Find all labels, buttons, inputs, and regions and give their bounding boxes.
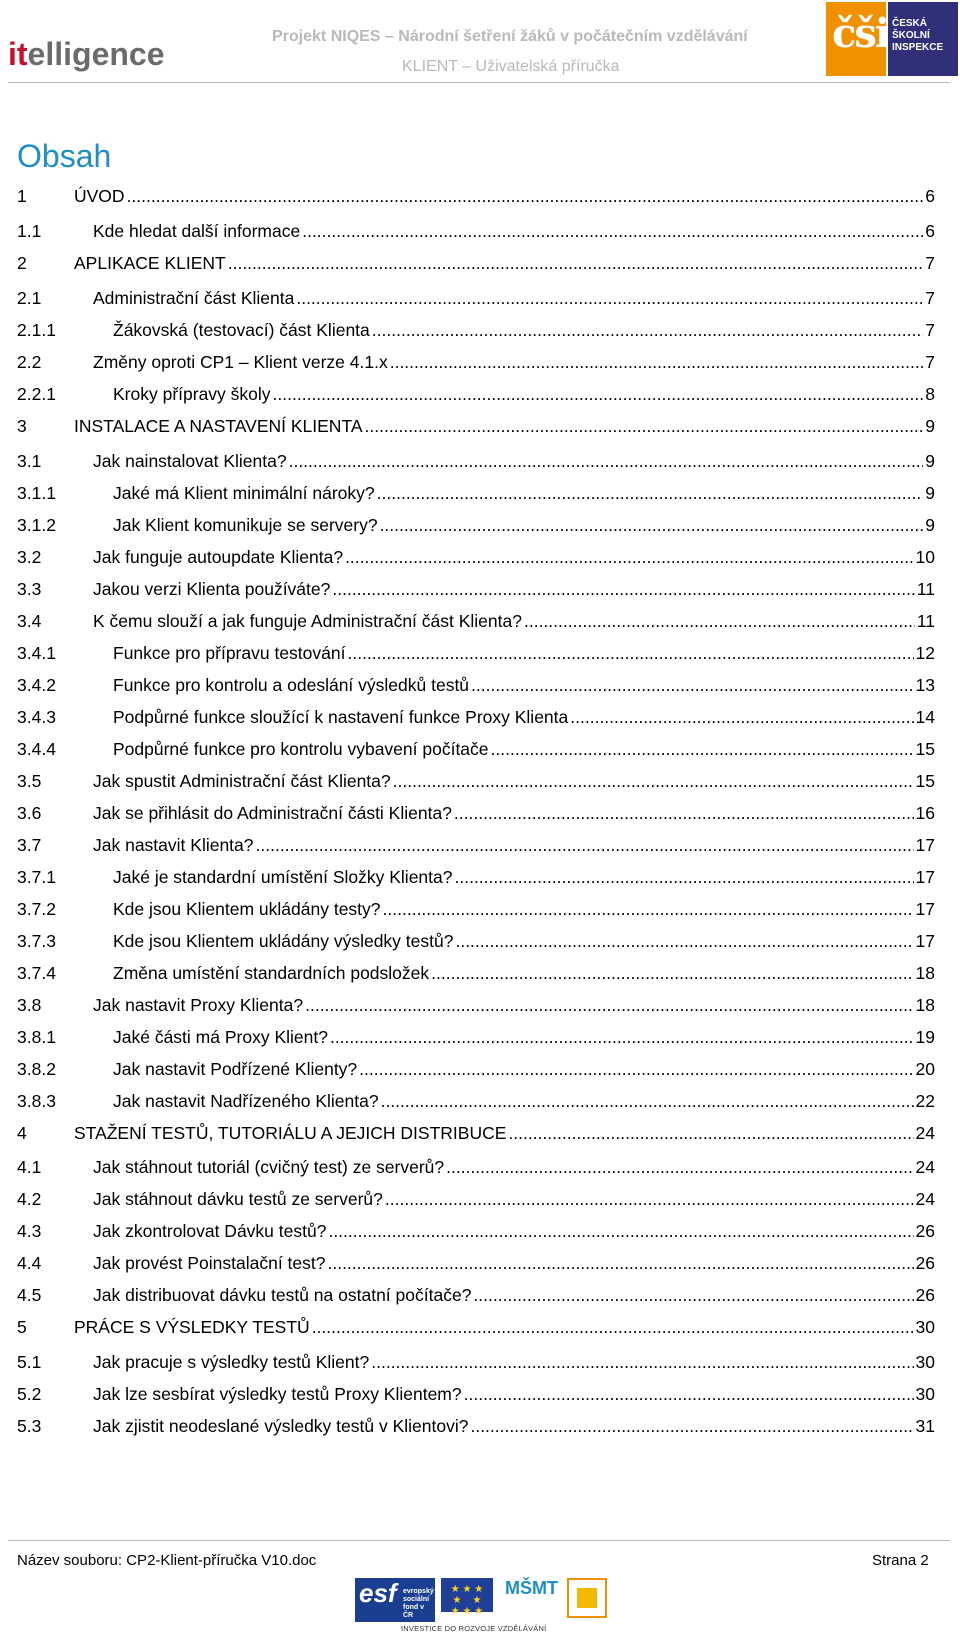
toc-entry-number: 4.1 — [17, 1157, 42, 1177]
toc-dot-leader — [383, 899, 914, 920]
toc-entry-page: 24 — [915, 1157, 935, 1177]
toc-entry-title: Žákovská (testovací) část Klienta — [113, 320, 370, 340]
toc-entry[interactable] — [17, 643, 935, 667]
toc-entry-title: Jak stáhnout dávku testů ze serverů? — [93, 1189, 383, 1209]
toc-dot-leader — [327, 1253, 913, 1274]
toc-entry[interactable] — [17, 931, 935, 955]
toc-entry-number: 4.3 — [17, 1221, 42, 1241]
toc-entry-title: Podpůrné funkce pro kontrolu vybavení počítače — [113, 739, 489, 759]
toc-entry-number: 4 — [17, 1123, 27, 1143]
toc-entry[interactable] — [17, 221, 935, 245]
toc-entry[interactable] — [17, 1091, 935, 1115]
toc-dot-leader — [359, 1059, 913, 1080]
investment-slogan: INVESTICE DO ROZVOJE VZDĚLÁVÁNÍ — [401, 1624, 547, 1633]
toc-entry[interactable] — [17, 963, 935, 987]
toc-entry-number: 2.1.1 — [17, 320, 56, 340]
toc-entry-title: Kde jsou Klientem ukládány výsledky testů? — [113, 931, 454, 951]
toc-entry-page: 15 — [915, 771, 935, 791]
toc-dot-leader — [347, 643, 913, 664]
csi-logo — [826, 2, 958, 76]
toc-entry[interactable] — [17, 547, 935, 571]
toc-entry[interactable] — [17, 803, 935, 827]
toc-entry-number: 3.4 — [17, 611, 42, 631]
toc-dot-leader — [127, 186, 924, 207]
toc-dot-leader — [471, 675, 913, 696]
toc-dot-leader — [431, 963, 913, 984]
toc-entry-page: 24 — [915, 1189, 935, 1209]
toc-entry[interactable] — [17, 186, 935, 210]
footer-divider — [8, 1540, 950, 1541]
toc-entry-number: 3.7.4 — [17, 963, 56, 983]
toc-entry-number: 5.3 — [17, 1416, 42, 1436]
toc-dot-leader — [372, 320, 923, 341]
toc-entry-page: 18 — [915, 963, 935, 983]
toc-entry-number: 3.8 — [17, 995, 42, 1015]
toc-entry-page: 30 — [915, 1384, 935, 1404]
toc-entry[interactable] — [17, 515, 935, 539]
csi-logo-line1: ČESKÁ — [892, 18, 928, 29]
footer-page-number: Strana 2 — [872, 1552, 929, 1569]
toc-dot-leader — [385, 1189, 914, 1210]
toc-entry-page: 9 — [925, 451, 935, 471]
toc-entry-title: Administrační část Klienta — [93, 288, 295, 308]
toc-entry[interactable] — [17, 899, 935, 923]
toc-dot-leader — [508, 1123, 913, 1144]
toc-entry-number: 3.4.4 — [17, 739, 56, 759]
toc-entry[interactable] — [17, 771, 935, 795]
op-logo — [567, 1578, 607, 1618]
toc-entry[interactable] — [17, 352, 935, 376]
toc-dot-leader — [345, 547, 913, 568]
toc-entry[interactable] — [17, 320, 935, 344]
toc-entry-title: Funkce pro přípravu testování — [113, 643, 346, 663]
toc-entry-page: 22 — [915, 1091, 935, 1111]
toc-entry-page: 17 — [915, 867, 935, 887]
toc-entry[interactable] — [17, 1317, 935, 1341]
toc-dot-leader — [365, 416, 924, 437]
toc-entry-page: 17 — [915, 931, 935, 951]
toc-entry-title: Jak zjistit neodeslané výsledky testů v Klientovi? — [93, 1416, 469, 1436]
toc-entry-page: 26 — [915, 1285, 935, 1305]
toc-entry-number: 5.2 — [17, 1384, 42, 1404]
toc-entry-number: 2.2 — [17, 352, 42, 372]
toc-dot-leader — [491, 739, 914, 760]
toc-entry-page: 9 — [925, 416, 935, 436]
page-header — [0, 0, 960, 84]
toc-entry-number: 1 — [17, 186, 27, 206]
toc-entry[interactable] — [17, 1157, 935, 1181]
toc-entry-number: 3.8.2 — [17, 1059, 56, 1079]
toc-entry[interactable] — [17, 1027, 935, 1051]
toc-dot-leader — [377, 483, 924, 504]
toc-entry-page: 14 — [915, 707, 935, 727]
toc-dot-leader — [380, 515, 924, 536]
toc-entry-page: 10 — [915, 547, 935, 567]
toc-entry-page: 24 — [915, 1123, 935, 1143]
toc-entry[interactable] — [17, 739, 935, 763]
toc-entry-page: 31 — [915, 1416, 935, 1436]
toc-entry-number: 4.5 — [17, 1285, 42, 1305]
toc-entry[interactable] — [17, 483, 935, 507]
toc-entry-number: 5 — [17, 1317, 27, 1337]
toc-entry-page: 11 — [916, 611, 935, 631]
toc-entry[interactable] — [17, 384, 935, 408]
toc-entry[interactable] — [17, 867, 935, 891]
toc-dot-leader — [464, 1384, 914, 1405]
eu-flag-logo — [441, 1578, 493, 1617]
toc-dot-leader — [390, 352, 924, 373]
toc-dot-leader — [305, 995, 913, 1016]
msmt-logo: MŠMT — [505, 1578, 558, 1598]
toc-entry-title: PRÁCE S VÝSLEDKY TESTŮ — [74, 1317, 310, 1337]
toc-entry-number: 2.1 — [17, 288, 42, 308]
toc-entry-title: Jak nastavit Proxy Klienta? — [93, 995, 304, 1015]
toc-entry-number: 3.1 — [17, 451, 42, 471]
esf-logo-text: esf — [359, 1578, 397, 1608]
toc-entry-page: 17 — [915, 835, 935, 855]
toc-entry-page: 18 — [915, 995, 935, 1015]
toc-dot-leader — [570, 707, 913, 728]
toc-entry[interactable] — [17, 1416, 935, 1440]
toc-entry-title: Kroky přípravy školy — [113, 384, 271, 404]
toc-entry-number: 3.4.3 — [17, 707, 56, 727]
toc-dot-leader — [256, 835, 914, 856]
csi-logo-line2: ŠKOLNÍ — [892, 30, 930, 41]
toc-entry[interactable] — [17, 1384, 935, 1408]
itelligence-logo: itelligence — [8, 36, 165, 72]
toc-entry-title: Funkce pro kontrolu a odeslání výsledků testů — [113, 675, 470, 695]
toc-entry-page: 9 — [925, 483, 935, 503]
eu-stars-icon: ★ ★ ★ ★ ★ ★ ★ ★ — [450, 1584, 484, 1617]
toc-entry-number: 3.1.2 — [17, 515, 56, 535]
toc-entry[interactable] — [17, 707, 935, 731]
toc-entry-number: 3.7.1 — [17, 867, 56, 887]
toc-entry[interactable] — [17, 253, 935, 277]
esf-logo — [355, 1578, 435, 1622]
toc-entry-title: Jak stáhnout tutoriál (cvičný test) ze serverů? — [93, 1157, 445, 1177]
toc-entry-page: 20 — [915, 1059, 935, 1079]
company-logo-text: elligence — [27, 36, 165, 72]
toc-entry-page: 9 — [925, 515, 935, 535]
toc-dot-leader — [302, 221, 923, 242]
toc-entry-title: Jak Klient komunikuje se servery? — [113, 515, 378, 535]
toc-entry-number: 1.1 — [17, 221, 42, 241]
toc-entry-number: 3 — [17, 416, 27, 436]
toc-entry[interactable] — [17, 995, 935, 1019]
project-title: Projekt NIQES – Národní šetření žáků v počátečním vzdělávání — [272, 28, 748, 45]
toc-entry-page: 7 — [925, 253, 935, 273]
csi-logo-letters: čši — [832, 10, 889, 57]
toc-entry-title: Jak zkontrolovat Dávku testů? — [93, 1221, 327, 1241]
toc-dot-leader — [330, 1027, 914, 1048]
toc-entry-number: 3.8.3 — [17, 1091, 56, 1111]
document-subtitle: KLIENT – Uživatelská příručka — [402, 58, 620, 75]
toc-entry-page: 15 — [915, 739, 935, 759]
toc-dot-leader — [381, 1091, 914, 1112]
toc-entry-title: Jak provést Poinstalační test? — [93, 1253, 326, 1273]
toc-dot-leader — [273, 384, 924, 405]
toc-entry-title: K čemu slouží a jak funguje Administrační část Klienta? — [93, 611, 522, 631]
toc-entry[interactable] — [17, 835, 935, 859]
toc-dot-leader — [332, 579, 914, 600]
toc-entry[interactable] — [17, 675, 935, 699]
toc-entry-title: Jak pracuje s výsledky testů Klient? — [93, 1352, 370, 1372]
toc-dot-leader — [446, 1157, 913, 1178]
toc-dot-leader — [454, 803, 914, 824]
toc-entry[interactable] — [17, 579, 935, 603]
toc-dot-leader — [328, 1221, 913, 1242]
toc-entry-title: Jak nainstalovat Klienta? — [93, 451, 287, 471]
esf-caption: evropský sociální fond v ČR — [403, 1588, 434, 1619]
toc-entry[interactable] — [17, 288, 935, 312]
toc-entry-title: STAŽENÍ TESTŮ, TUTORIÁLU A JEJICH DISTRIBUCE — [74, 1123, 507, 1143]
toc-dot-leader — [228, 253, 924, 274]
toc-entry-page: 26 — [915, 1221, 935, 1241]
toc-entry-number: 4.4 — [17, 1253, 42, 1273]
toc-dot-leader — [312, 1317, 914, 1338]
toc-entry-number: 3.7.2 — [17, 899, 56, 919]
toc-entry[interactable] — [17, 1285, 935, 1309]
toc-entry-page: 7 — [925, 288, 935, 308]
toc-entry[interactable] — [17, 1123, 935, 1147]
toc-entry-page: 16 — [915, 803, 935, 823]
toc-entry-title: Jakou verzi Klienta používáte? — [93, 579, 331, 599]
toc-dot-leader — [296, 288, 923, 309]
toc-entry-title: ÚVOD — [74, 186, 125, 206]
toc-entry-number: 3.7.3 — [17, 931, 56, 951]
toc-entry-number: 2.2.1 — [17, 384, 56, 404]
toc-entry-page: 19 — [915, 1027, 935, 1047]
toc-dot-leader — [455, 867, 914, 888]
toc-entry-title: INSTALACE A NASTAVENÍ KLIENTA — [74, 416, 363, 436]
toc-entry-number: 3.1.1 — [17, 483, 56, 503]
toc-entry-title: Jaké má Klient minimální nároky? — [113, 483, 375, 503]
toc-entry-page: 6 — [925, 186, 935, 206]
toc-entry-title: APLIKACE KLIENT — [74, 253, 226, 273]
csi-logo-mark — [826, 2, 889, 76]
toc-title: Obsah — [17, 138, 112, 174]
toc-entry-number: 3.8.1 — [17, 1027, 56, 1047]
toc-entry-title: Změna umístění standardních podsložek — [113, 963, 430, 983]
toc-entry-page: 30 — [915, 1352, 935, 1372]
toc-entry-number: 3.3 — [17, 579, 42, 599]
toc-entry-title: Jak nastavit Klienta? — [93, 835, 254, 855]
toc-entry-page: 7 — [925, 352, 935, 372]
toc-dot-leader — [371, 1352, 913, 1373]
toc-entry-number: 3.4.1 — [17, 643, 56, 663]
toc-entry-title: Jaké části má Proxy Klient? — [113, 1027, 328, 1047]
toc-dot-leader — [524, 611, 915, 632]
toc-dot-leader — [470, 1416, 913, 1437]
toc-entry-page: 13 — [915, 675, 935, 695]
toc-entry-page: 17 — [915, 899, 935, 919]
toc-entry-number: 2 — [17, 253, 27, 273]
toc-entry-title: Jak lze sesbírat výsledky testů Proxy Klientem? — [93, 1384, 462, 1404]
toc-entry-number: 3.2 — [17, 547, 42, 567]
footer-filename: Název souboru: CP2-Klient-příručka V10.doc — [17, 1552, 317, 1569]
toc-entry[interactable] — [17, 1189, 935, 1213]
toc-entry-page: 6 — [925, 221, 935, 241]
toc-entry-page: 11 — [916, 579, 935, 599]
toc-entry[interactable] — [17, 451, 935, 475]
toc-entry-title: Jak funguje autoupdate Klienta? — [93, 547, 344, 567]
toc-entry-number: 3.7 — [17, 835, 42, 855]
toc-entry-title: Jak spustit Administrační část Klienta? — [93, 771, 391, 791]
csi-logo-text — [888, 2, 958, 76]
toc-dot-leader — [393, 771, 914, 792]
toc-entry[interactable] — [17, 611, 935, 635]
toc-entry-number: 5.1 — [17, 1352, 42, 1372]
toc-entry-number: 3.5 — [17, 771, 42, 791]
toc-entry[interactable] — [17, 1352, 935, 1376]
toc-entry-page: 8 — [925, 384, 935, 404]
toc-entry-number: 3.6 — [17, 803, 42, 823]
toc-entry[interactable] — [17, 416, 935, 440]
toc-entry-title: Jak se přihlásit do Administrační části Klienta? — [93, 803, 452, 823]
toc-dot-leader — [473, 1285, 913, 1306]
toc-dot-leader — [289, 451, 924, 472]
toc-entry-page: 30 — [915, 1317, 935, 1337]
funding-logos — [355, 1578, 625, 1634]
toc-entry-title: Podpůrné funkce sloužící k nastavení funkce Proxy Klienta — [113, 707, 569, 727]
csi-logo-line3: INSPEKCE — [892, 42, 944, 53]
toc-dot-leader — [455, 931, 913, 952]
toc-entry-title: Jak nastavit Podřízené Klienty? — [113, 1059, 358, 1079]
toc-entry-title: Změny oproti CP1 – Klient verze 4.1.x — [93, 352, 388, 372]
toc-entry-page: 12 — [915, 643, 935, 663]
toc-entry-title: Kde jsou Klientem ukládány testy? — [113, 899, 381, 919]
toc-entry-title: Jaké je standardní umístění Složky Klienta? — [113, 867, 453, 887]
toc-entry-title: Kde hledat další informace — [93, 221, 301, 241]
toc-entry-page: 7 — [925, 320, 935, 340]
toc-entry[interactable] — [17, 1253, 935, 1277]
toc-entry-page: 26 — [915, 1253, 935, 1273]
toc-entry[interactable] — [17, 1059, 935, 1083]
toc-entry-title: Jak distribuovat dávku testů na ostatní počítače? — [93, 1285, 472, 1305]
toc-entry-number: 3.4.2 — [17, 675, 56, 695]
toc-entry-title: Jak nastavit Nadřízeného Klienta? — [113, 1091, 379, 1111]
header-divider — [8, 82, 950, 83]
toc-entry[interactable] — [17, 1221, 935, 1245]
toc-entry-number: 4.2 — [17, 1189, 42, 1209]
